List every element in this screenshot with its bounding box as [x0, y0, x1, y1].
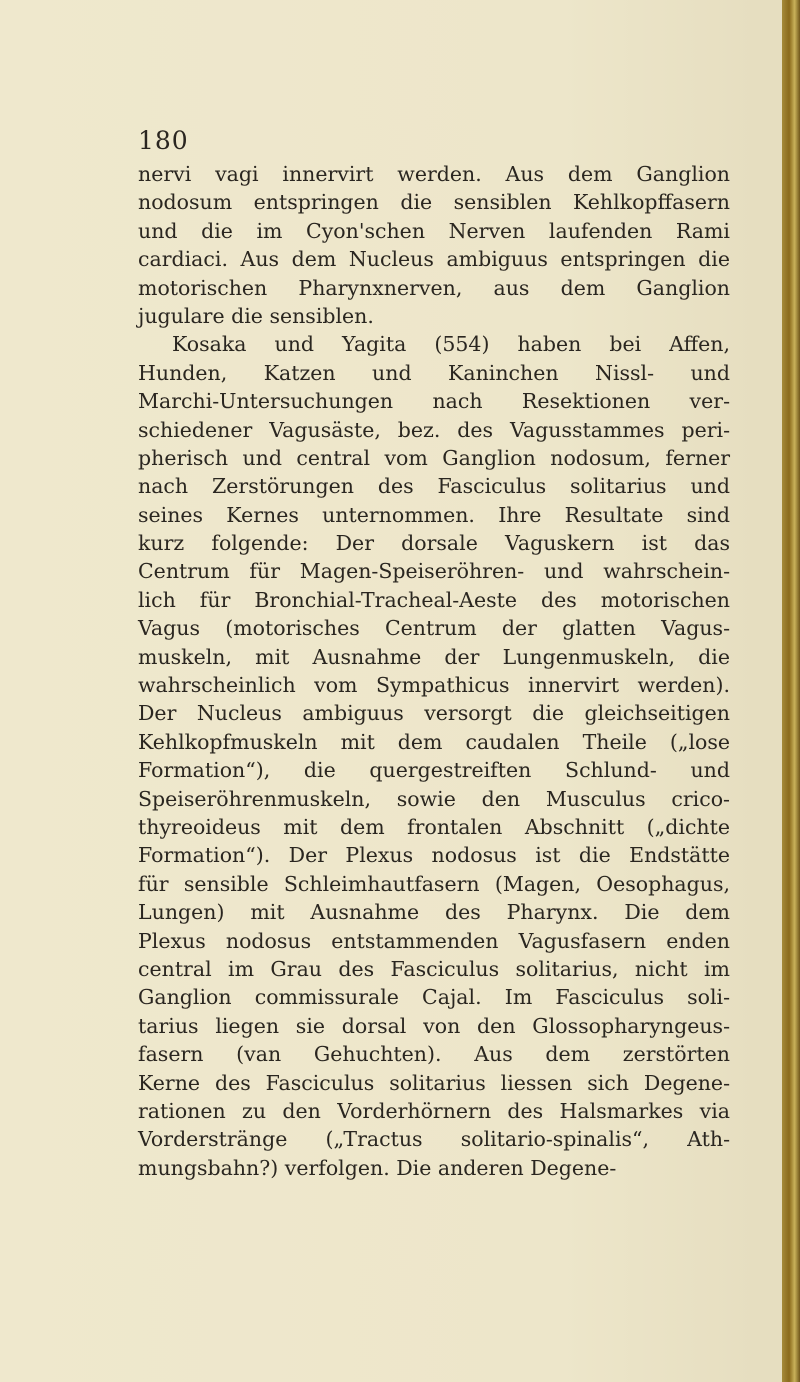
text-line: Hunden, Katzen und Kaninchen Nissl- und	[138, 360, 730, 385]
text-line: nodosum entspringen die sensiblen Kehlkopffasern	[138, 190, 730, 215]
text-line: nach Zerstörungen des Fasciculus solitarius und	[138, 474, 730, 499]
text-line: central im Grau des Fasciculus solitarius, nicht im	[138, 956, 730, 981]
text-line: Vagus (motorisches Centrum der glatten Vagus-	[138, 616, 730, 641]
text-line: rationen zu den Vorderhörnern des Halsmarkes via	[138, 1098, 730, 1123]
text-line: Centrum für Magen-Speiseröhren- und wahrschein-	[138, 559, 730, 584]
text-line: Der Nucleus ambiguus versorgt die gleichseitigen	[138, 701, 730, 726]
text-line: Kerne des Fasciculus solitarius liessen sich Degene-	[138, 1070, 730, 1095]
text-line: Formation“). Der Plexus nodosus ist die Endstätte	[138, 843, 730, 868]
text-line: Marchi-Untersuchungen nach Resektionen ver-	[138, 389, 730, 414]
text-line: für sensible Schleimhautfasern (Magen, Oesophagus,	[138, 871, 730, 896]
text-line: Ganglion commissurale Cajal. Im Fasciculus soli-	[138, 985, 730, 1010]
text-line: nervi vagi innervirt werden. Aus dem Ganglion	[138, 162, 730, 186]
page-edge-shadow	[782, 0, 800, 1382]
text-line: tarius liegen sie dorsal von den Glossopharyngeus-	[138, 1013, 730, 1038]
text-line: jugulare die sensiblen.	[138, 303, 374, 328]
text-line: Kosaka und Yagita (554) haben bei Affen,	[172, 332, 730, 357]
page-number: 180	[138, 126, 189, 155]
text-line: muskeln, mit Ausnahme der Lungenmuskeln, die	[138, 644, 730, 669]
text-line: mungsbahn?) verfolgen. Die anderen Degene-	[138, 1155, 617, 1180]
body-text	[138, 160, 730, 1182]
text-line: pherisch und central vom Ganglion nodosum, ferner	[138, 445, 730, 470]
text-line: schiedener Vagusäste, bez. des Vagusstammes peri-	[138, 417, 730, 442]
text-line: thyreoideus mit dem frontalen Abschnitt („dichte	[138, 814, 730, 839]
text-line: und die im Cyon'schen Nerven laufenden Rami	[138, 218, 730, 243]
text-line: lich für Bronchial-Tracheal-Aeste des motorischen	[138, 587, 730, 612]
text-line: cardiaci. Aus dem Nucleus ambiguus entspringen die	[138, 247, 730, 272]
text-line: Speiseröhrenmuskeln, sowie den Musculus crico-	[138, 786, 730, 811]
text-line: Formation“), die quergestreiften Schlund- und	[138, 758, 730, 783]
text-line: kurz folgende: Der dorsale Vaguskern ist das	[138, 531, 730, 556]
text-line: Lungen) mit Ausnahme des Pharynx. Die dem	[138, 900, 730, 925]
text-line: Vorderstränge („Tractus solitario-spinalis“, Ath-	[138, 1127, 730, 1152]
text-line: seines Kernes unternommen. Ihre Resultate sind	[138, 502, 730, 527]
text-line: motorischen Pharynxnerven, aus dem Ganglion	[138, 275, 730, 300]
text-line: Plexus nodosus entstammenden Vagusfasern enden	[138, 928, 730, 953]
text-line: Kehlkopfmuskeln mit dem caudalen Theile („lose	[138, 729, 730, 754]
text-line: wahrscheinlich vom Sympathicus innervirt werden).	[138, 673, 730, 698]
text-line: fasern (van Gehuchten). Aus dem zerstörten	[138, 1042, 730, 1067]
